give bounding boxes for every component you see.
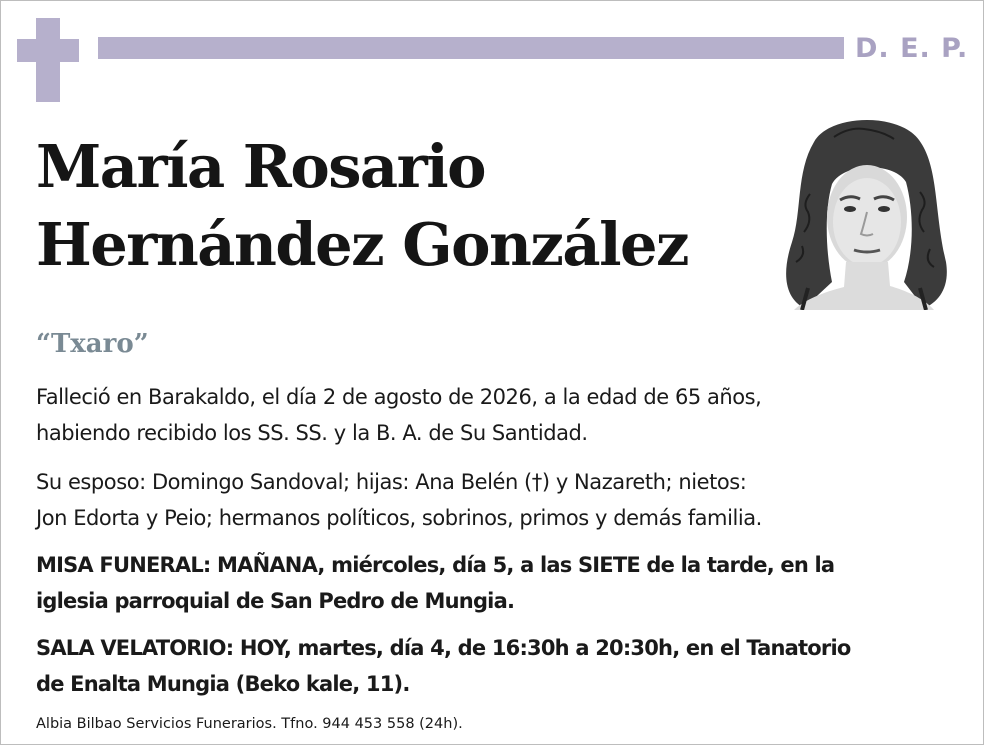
death-notice-line: habiendo recibido los SS. SS. y la B. A. de Su Santidad. [36,421,588,445]
wake-line: SALA VELATORIO: HOY, martes, día 4, de 16:30h a 20:30h, en el Tanatorio [36,636,851,660]
nickname: “Txaro” [36,329,149,359]
family-line: Su esposo: Domingo Sandoval; hijas: Ana Belén (†) y Nazareth; nietos: [36,470,747,494]
deceased-name [36,128,688,284]
funeral-mass-line: MISA FUNERAL: MAÑANA, miércoles, día 5, a las SIETE de la tarde, en la [36,553,835,577]
death-notice-paragraph [36,379,956,451]
header-bar [98,37,844,59]
wake-paragraph [36,630,956,702]
funeral-mass-line: iglesia parroquial de San Pedro de Mungia. [36,589,515,613]
death-notice-line: Falleció en Barakaldo, el día 2 de agosto de 2026, a la edad de 65 años, [36,385,762,409]
name-line-2: Hernández González [36,210,689,279]
dep-label: D. E. P. [855,33,969,64]
funeral-mass-paragraph [36,547,956,619]
name-line-1: María Rosario [36,132,485,201]
wake-line: de Enalta Mungia (Beko kale, 11). [36,672,410,696]
cross-icon [17,18,79,102]
portrait-photo [774,112,949,310]
family-line: Jon Edorta y Peio; hermanos políticos, sobrinos, primos y demás familia. [36,506,762,530]
family-paragraph [36,464,956,536]
funeral-home-footer: Albia Bilbao Servicios Funerarios. Tfno. 944 453 558 (24h). [36,716,463,732]
